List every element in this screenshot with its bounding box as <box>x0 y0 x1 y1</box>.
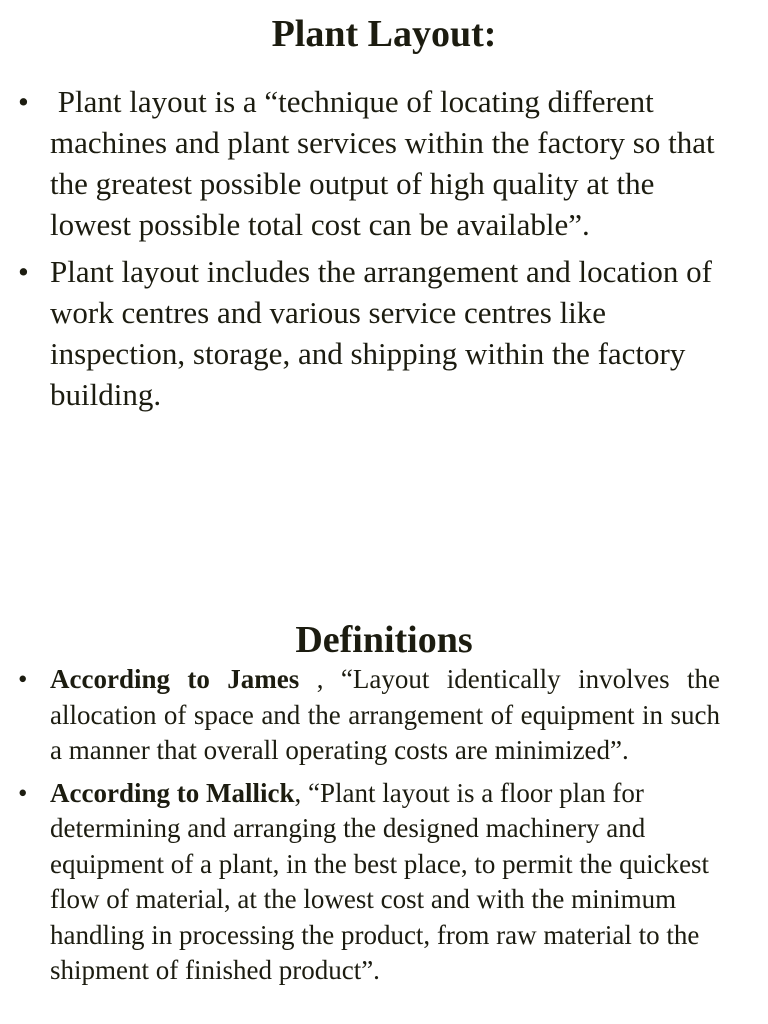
definition-item-mallick <box>0 776 768 989</box>
bullet-dot-icon: • <box>18 664 28 694</box>
slide-title-plant-layout: Plant Layout: <box>271 13 497 55</box>
plant-layout-slide <box>0 0 768 500</box>
bullet-item <box>0 251 768 415</box>
definitions-bullet-list <box>0 662 768 989</box>
bullet-text: Plant layout is a “technique of locating different machines and plant services within the factory so that the greatest possible output of high quality at the lowest possible total cost can be available”. <box>50 84 723 242</box>
bullet-item <box>0 81 768 245</box>
slide-title-definitions: Definitions <box>295 619 473 661</box>
definition-text: , “Layout identically involves the allocation of space and the arrangement of equipment in such a manner that overall operating costs are minimized”. <box>50 664 720 765</box>
definition-text: , “Plant layout is a floor plan for determining and arranging the designed machinery and equipment of a plant, in the best place, to permit the quickest flow of material, at the lowest cost and with the minimum handling in processing the product, from raw material to the shipment of finished product”. <box>50 777 710 985</box>
definition-author: According to Mallick <box>50 777 295 808</box>
definition-author: According to James <box>50 664 300 694</box>
plant-layout-bullet-list <box>0 81 768 415</box>
definitions-slide <box>0 612 768 1024</box>
bullet-dot-icon: • <box>18 777 28 808</box>
bullet-dot-icon: • <box>18 254 29 289</box>
bullet-dot-icon: • <box>18 84 29 119</box>
bullet-text: Plant layout includes the arrangement and location of work centres and various service centres like inspection, storage, and shipping within the factory building. <box>50 254 712 412</box>
definition-item-james <box>0 662 768 769</box>
